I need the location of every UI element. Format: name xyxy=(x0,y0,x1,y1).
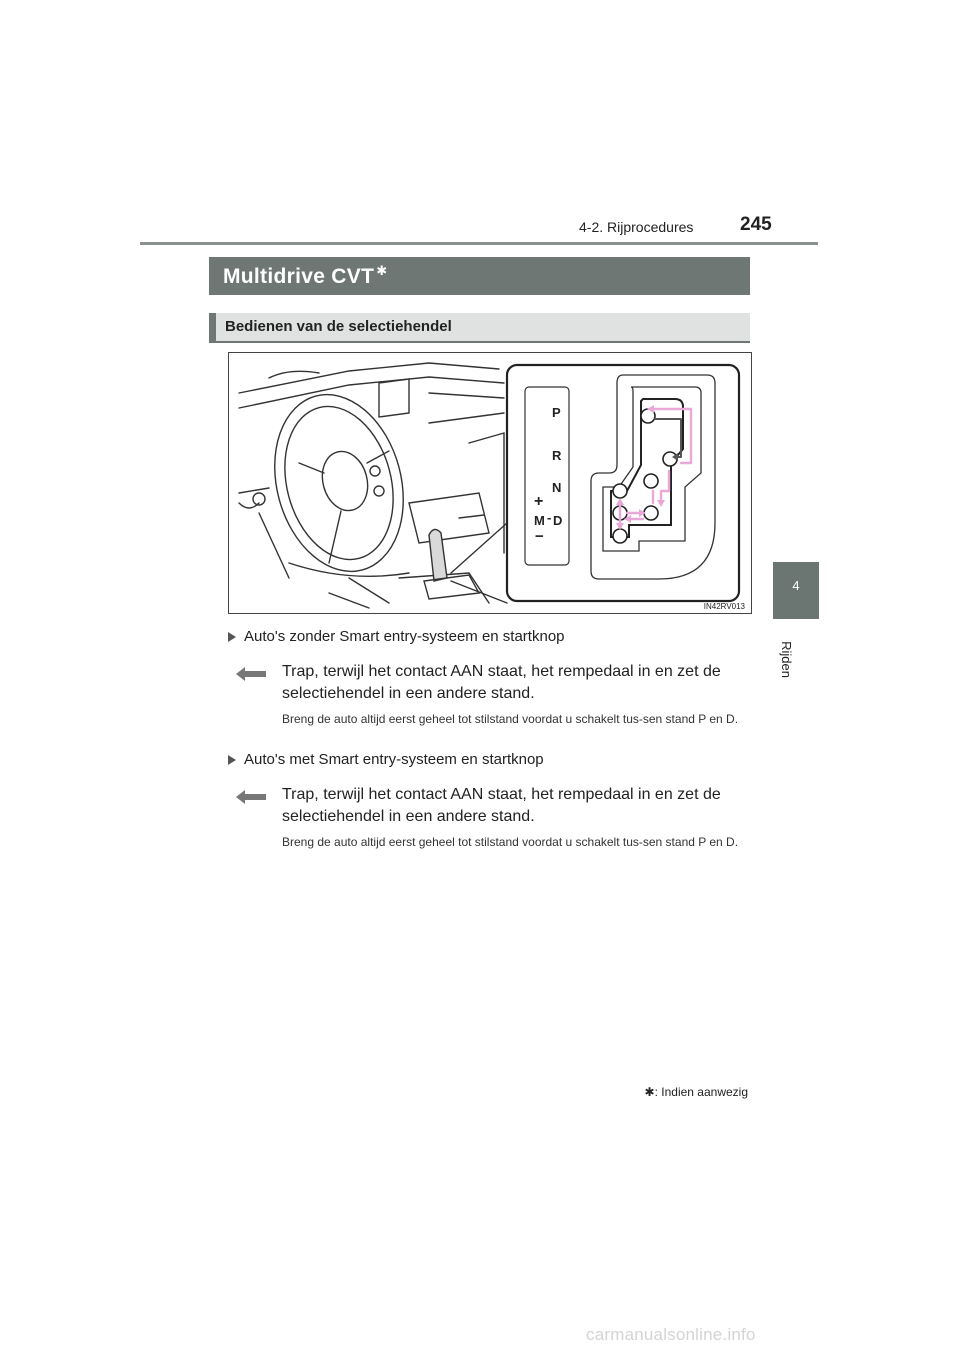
gate-label-m: M xyxy=(534,513,545,528)
page-number: 245 xyxy=(740,214,772,235)
chapter-number: 4 xyxy=(792,578,800,593)
item-heading-1 xyxy=(228,628,565,645)
bullet-triangle-icon xyxy=(228,755,236,765)
gate-label-r: R xyxy=(552,448,562,463)
section-title-text: Multidrive CVT xyxy=(223,265,375,288)
header-section-title: 4-2. Rijprocedures xyxy=(579,219,694,235)
gate-label-p: P xyxy=(552,405,561,420)
figure-code: IN42RV013 xyxy=(703,602,745,611)
subsection-header xyxy=(209,313,750,343)
gate-label-minus: − xyxy=(535,528,544,545)
subsection-bar xyxy=(209,313,216,343)
chapter-label-text: Rijden xyxy=(778,641,794,678)
item-heading-2 xyxy=(228,751,544,768)
section-banner xyxy=(209,257,750,295)
step-text-1: Trap, terwijl het contact AAN staat, het rempedaal in en zet de selectiehendel in een andere stand. xyxy=(282,663,721,702)
note-text-1: Breng de auto altijd eerst geheel tot stilstand voordat u schakelt tus-sen stand P en D. xyxy=(282,712,739,726)
chapter-label xyxy=(780,630,810,690)
watermark: carmanualsonline.info xyxy=(586,1325,756,1344)
illustration-drawing xyxy=(229,353,751,613)
arrow-left-icon xyxy=(236,790,266,804)
gate-label-n: N xyxy=(552,480,562,495)
gate-label-d: D xyxy=(553,513,563,528)
optional-marker-icon: ✱ xyxy=(376,263,388,278)
header-rule xyxy=(140,242,818,245)
bullet-triangle-icon xyxy=(228,632,236,642)
chapter-tab xyxy=(773,562,819,619)
gate-label-plus: + xyxy=(534,493,544,510)
footnote-marker-icon: ✱ xyxy=(644,1085,655,1099)
subsection-title: Bedienen van de selectiehendel xyxy=(225,318,452,335)
footnote xyxy=(645,1085,748,1099)
note-text-2: Breng de auto altijd eerst geheel tot stilstand voordat u schakelt tus-sen stand P en D. xyxy=(282,835,739,849)
arrow-left-icon xyxy=(236,667,266,681)
footnote-text: : Indien aanwezig xyxy=(654,1085,748,1099)
gate-label-dash: - xyxy=(547,510,552,525)
step-text-2: Trap, terwijl het contact AAN staat, het rempedaal in en zet de selectiehendel in een andere stand. xyxy=(282,786,721,825)
item-heading-text: Auto's zonder Smart entry-systeem en startknop xyxy=(244,628,565,645)
section-title xyxy=(223,263,387,289)
item-heading-text: Auto's met Smart entry-systeem en startknop xyxy=(244,751,544,768)
shift-lever-illustration xyxy=(228,352,752,614)
